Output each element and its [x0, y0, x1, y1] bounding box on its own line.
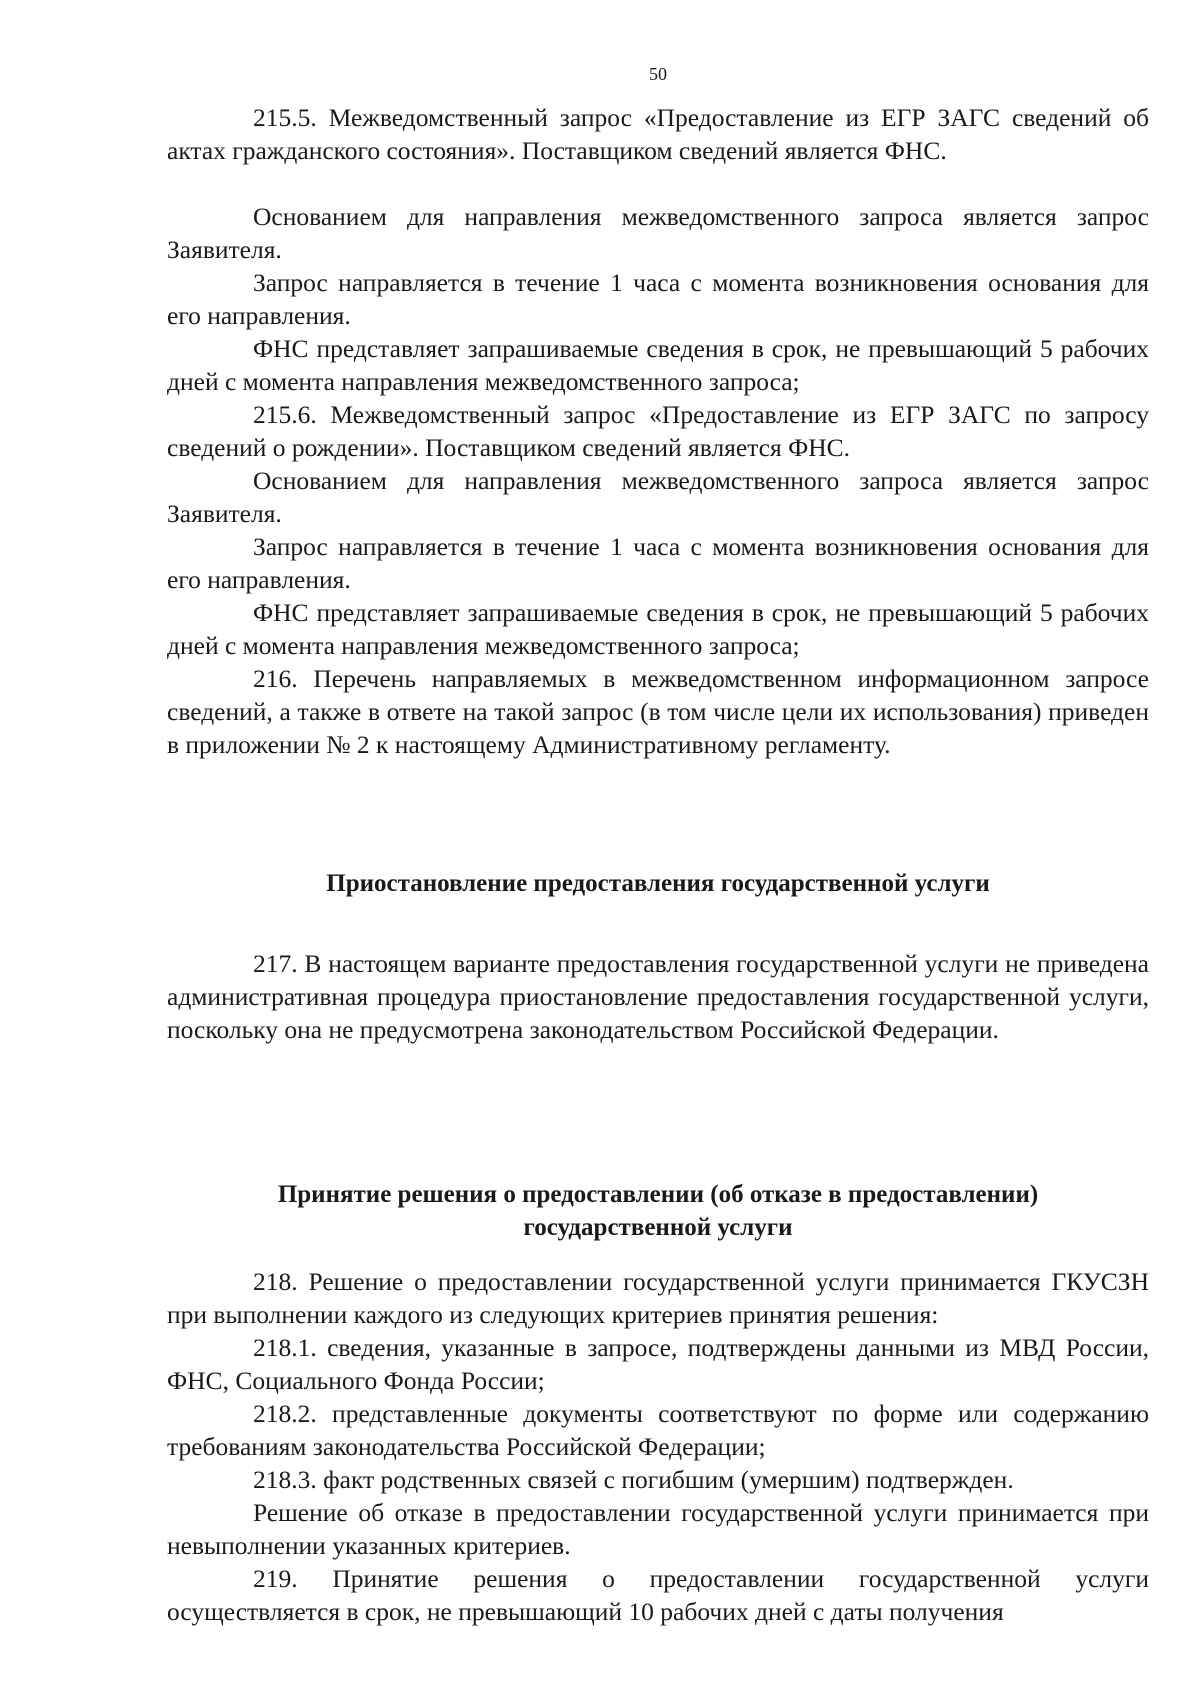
section-heading-decision: Принятие решения о предоставлении (об отказе в предоставлении) государственной услуги	[277, 1181, 1039, 1241]
paragraph-215-5-fns-term: ФНС представляет запрашиваемые сведения в срок, не превышающий 5 рабочих дней с момента направления межведомственного запроса;	[167, 334, 1149, 396]
paragraph-215-6-timing: Запрос направляется в течение 1 часа с момента возникновения основания для его направления.	[167, 532, 1149, 594]
paragraph-218-2: 218.2. представленные документы соответствуют по форме или содержанию требованиям законодательства Российской Федерации;	[167, 1399, 1149, 1461]
paragraph-217: 217. В настоящем варианте предоставления государственной услуги не приведена административная процедура приостановление предоставления государственной услуги, поскольку она не предусмотрена законодательством Российской Федерации.	[167, 949, 1149, 1044]
paragraph-215-5-basis: Основанием для направления межведомственного запроса является запрос Заявителя.	[167, 202, 1149, 264]
section-heading-suspension: Приостановление предоставления государственной услуги	[326, 870, 990, 897]
paragraph-215-5: 215.5. Межведомственный запрос «Предоставление из ЕГР ЗАГС сведений об актах гражданского состояния». Поставщиком сведений является ФНС.	[167, 103, 1149, 165]
paragraph-215-6: 215.6. Межведомственный запрос «Предоставление из ЕГР ЗАГС по запросу сведений о рождении». Поставщиком сведений является ФНС.	[167, 400, 1149, 462]
paragraph-refusal-decision: Решение об отказе в предоставлении государственной услуги принимается при невыполнении указанных критериев.	[167, 1498, 1149, 1560]
paragraph-218: 218. Решение о предоставлении государственной услуги принимается ГКУСЗН при выполнении каждого из следующих критериев принятия решения:	[167, 1267, 1149, 1329]
paragraph-219: 219. Принятие решения о предоставлении государственной услуги осуществляется в срок, не превышающий 10 рабочих дней с даты получения	[167, 1564, 1149, 1626]
page-number: 50	[649, 64, 667, 84]
paragraph-218-1: 218.1. сведения, указанные в запросе, подтверждены данными из МВД России, ФНС, Социального Фонда России;	[167, 1333, 1149, 1395]
paragraph-215-6-fns-term: ФНС представляет запрашиваемые сведения в срок, не превышающий 5 рабочих дней с момента направления межведомственного запроса;	[167, 598, 1149, 660]
paragraph-218-3: 218.3. факт родственных связей с погибшим (умершим) подтвержден.	[253, 1465, 1014, 1494]
paragraph-215-5-timing: Запрос направляется в течение 1 часа с момента возникновения основания для его направления.	[167, 268, 1149, 330]
paragraph-215-6-basis: Основанием для направления межведомственного запроса является запрос Заявителя.	[167, 466, 1149, 528]
paragraph-216: 216. Перечень направляемых в межведомственном информационном запросе сведений, а также в ответе на такой запрос (в том числе цели их использования) приведен в приложении № 2 к настоящему Административному регламенту.	[167, 664, 1149, 759]
